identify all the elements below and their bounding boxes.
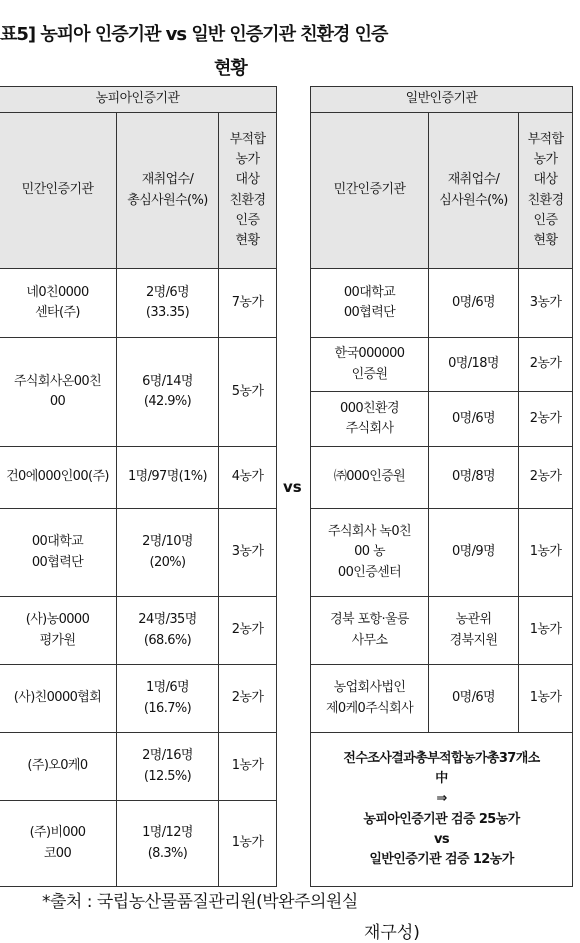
farms-cell: 3농가 xyxy=(519,269,573,338)
ratio-cell: 6명/14명 (42.9%) xyxy=(117,338,219,447)
farms-cell: 1농가 xyxy=(519,597,573,665)
farms-cell: 5농가 xyxy=(219,338,277,447)
org-cell: (사)농0000 평가원 xyxy=(0,597,117,665)
farms-cell: 2농가 xyxy=(219,665,277,733)
source-note-continued: 재구성) xyxy=(364,923,420,943)
right-group-header: 일반인증기관 xyxy=(311,87,573,113)
org-cell: (사)친0000협회 xyxy=(0,665,117,733)
table-row xyxy=(311,269,573,338)
farms-cell: 1농가 xyxy=(219,733,277,801)
org-cell: 주식회사 녹0친 00 농 00인증센터 xyxy=(311,509,429,597)
left-header-ratio: 재취업수/ 총심사원수(%) xyxy=(117,113,219,269)
ratio-cell: 24명/35명 (68.6%) xyxy=(117,597,219,665)
table-row xyxy=(0,733,277,801)
right-header-ratio: 재취업수/ 심사원수(%) xyxy=(429,113,519,269)
org-cell: 주식회사온00친 00 xyxy=(0,338,117,447)
table-row xyxy=(0,801,277,887)
table-row xyxy=(311,665,573,733)
table-row xyxy=(0,509,277,597)
table-title-continued: 현황 xyxy=(214,58,247,79)
farms-cell: 1농가 xyxy=(519,665,573,733)
org-cell: 경북 포항·울릉 사무소 xyxy=(311,597,429,665)
table-title: 표5] 농피아 인증기관 vs 일반 인증기관 친환경 인증 xyxy=(0,24,388,45)
table-row xyxy=(311,447,573,509)
org-cell: 농업회사법인 제0케0주식회사 xyxy=(311,665,429,733)
ratio-cell: 2명/16명 (12.5%) xyxy=(117,733,219,801)
farms-cell: 2농가 xyxy=(519,447,573,509)
left-header-farms: 부적합 농가 대상 친환경 인증 현황 xyxy=(219,113,277,269)
farms-cell: 2농가 xyxy=(519,392,573,447)
ratio-cell: 1명/12명 (8.3%) xyxy=(117,801,219,887)
vs-label: vs xyxy=(283,478,302,496)
general-certification-table xyxy=(310,86,573,887)
ratio-cell: 농관위 경북지원 xyxy=(429,597,519,665)
org-cell: ㈜000인증원 xyxy=(311,447,429,509)
table-row xyxy=(0,597,277,665)
table-row xyxy=(0,338,277,447)
farms-cell: 2농가 xyxy=(519,338,573,392)
org-cell: 네0친0000 센타(주) xyxy=(0,269,117,338)
org-cell: (주)비000 코00 xyxy=(0,801,117,887)
ratio-cell: 0명/6명 xyxy=(429,392,519,447)
farms-cell: 3농가 xyxy=(219,509,277,597)
farms-cell: 2농가 xyxy=(219,597,277,665)
table-row xyxy=(0,447,277,509)
table-row xyxy=(311,597,573,665)
nongpia-certification-table xyxy=(0,86,277,887)
ratio-cell: 0명/6명 xyxy=(429,269,519,338)
source-note: *출처 : 국립농산물품질관리원(박완주의원실 xyxy=(42,892,358,912)
right-header-farms: 부적합 농가 대상 친환경 인증 현황 xyxy=(519,113,573,269)
left-header-org: 민간인증기관 xyxy=(0,113,117,269)
right-header-org: 민간인증기관 xyxy=(311,113,429,269)
org-cell: 00대학교 00협력단 xyxy=(0,509,117,597)
farms-cell: 1농가 xyxy=(519,509,573,597)
table-row xyxy=(0,269,277,338)
ratio-cell: 2명/6명 (33.35) xyxy=(117,269,219,338)
ratio-cell: 1명/6명 (16.7%) xyxy=(117,665,219,733)
ratio-cell: 1명/97명(1%) xyxy=(117,447,219,509)
table-row xyxy=(311,509,573,597)
ratio-cell: 0명/6명 xyxy=(429,665,519,733)
table-row xyxy=(311,392,573,447)
farms-cell: 7농가 xyxy=(219,269,277,338)
org-cell: 건0에000인00(주) xyxy=(0,447,117,509)
summary-cell: 전수조사결과총부적합농가총37개소 中 ⇒ 농피아인증기관 검증 25농가 vs 일반인증기관 검증 12농가 xyxy=(311,733,573,887)
table-row xyxy=(311,338,573,392)
org-cell: 00대학교 00협력단 xyxy=(311,269,429,338)
org-cell: 000친환경 주식회사 xyxy=(311,392,429,447)
ratio-cell: 0명/18명 xyxy=(429,338,519,392)
ratio-cell: 2명/10명 (20%) xyxy=(117,509,219,597)
table-row xyxy=(0,665,277,733)
ratio-cell: 0명/9명 xyxy=(429,509,519,597)
org-cell: 한국000000 인증원 xyxy=(311,338,429,392)
org-cell: (주)오0케0 xyxy=(0,733,117,801)
farms-cell: 4농가 xyxy=(219,447,277,509)
farms-cell: 1농가 xyxy=(219,801,277,887)
left-group-header: 농피아인증기관 xyxy=(0,87,277,113)
ratio-cell: 0명/8명 xyxy=(429,447,519,509)
